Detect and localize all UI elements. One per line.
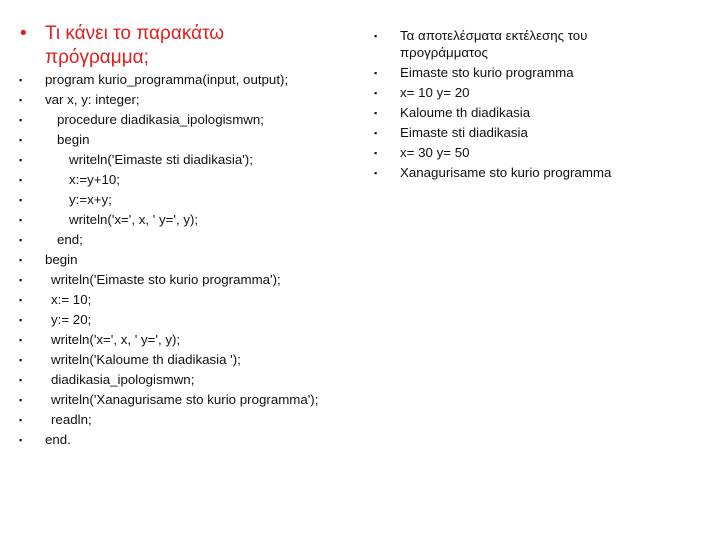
code-line: begin [57, 132, 90, 147]
bullet: ▪ [19, 355, 23, 365]
result-line: Eimaste sti diadikasia [400, 125, 528, 140]
slide-title: Τι κάνει το παρακάτω πρόγραμμα; [45, 23, 225, 68]
bullet: ▪ [19, 275, 23, 285]
bullet: ▪ [19, 335, 23, 345]
code-line: writeln('Kaloume th diadikasia '); [51, 352, 241, 367]
result-line: Kaloume th diadikasia [400, 105, 531, 120]
code-line: writeln('x=', x, ' y=', y); [69, 212, 199, 227]
bullet: ▪ [19, 435, 23, 445]
code-line: x:=y+10; [69, 172, 121, 187]
result-line: x= 10 y= 20 [400, 85, 470, 100]
bullet: ▪ [19, 95, 23, 105]
bullet: ▪ [374, 168, 378, 178]
bullet: ▪ [19, 415, 23, 425]
bullet: ▪ [19, 195, 23, 205]
bullet: ▪ [374, 68, 378, 78]
code-line: var x, y: integer; [45, 92, 140, 107]
bullet: ▪ [374, 31, 378, 41]
code-line: procedure diadikasia_ipologismwn; [57, 112, 264, 127]
code-line: writeln('x=', x, ' y=', y); [51, 332, 181, 347]
code-line: writeln('Eimaste sti diadikasia'); [69, 152, 253, 167]
bullet: ▪ [374, 108, 378, 118]
code-line: end; [57, 232, 83, 247]
bullet: ▪ [19, 235, 23, 245]
result-line: Xanagurisame sto kurio programma [400, 165, 612, 180]
bullet: ▪ [374, 128, 378, 138]
bullet: ▪ [19, 135, 23, 145]
bullet: ▪ [19, 315, 23, 325]
code-line: readln; [51, 412, 92, 427]
bullet: ▪ [19, 295, 23, 305]
bullet: ▪ [19, 115, 23, 125]
code-line: diadikasia_ipologismwn; [51, 372, 195, 387]
code-line: writeln('Eimaste sto kurio programma'); [51, 272, 281, 287]
bullet: ▪ [19, 75, 23, 85]
bullet: ▪ [19, 375, 23, 385]
code-line: y:= 20; [51, 312, 92, 327]
bullet: ▪ [374, 148, 378, 158]
result-line: Eimaste sto kurio programma [400, 65, 574, 80]
bullet: ▪ [19, 155, 23, 165]
bullet: ▪ [19, 255, 23, 265]
result-line: x= 30 y= 50 [400, 145, 470, 160]
bullet: ▪ [374, 88, 378, 98]
code-line: begin [45, 252, 78, 267]
code-line: writeln('Xanagurisame sto kurio programma'); [51, 392, 319, 407]
code-line: y:=x+y; [69, 192, 112, 207]
bullet: ▪ [19, 175, 23, 185]
bullet: ▪ [19, 395, 23, 405]
title-bullet: • [20, 23, 27, 44]
bullet: ▪ [19, 215, 23, 225]
code-line: program kurio_programma(input, output); [45, 72, 289, 87]
result-line: Τα αποτελέσματα εκτέλεσης του προγράμματος [400, 28, 588, 60]
code-line: x:= 10; [51, 292, 92, 307]
code-line: end. [45, 432, 71, 447]
